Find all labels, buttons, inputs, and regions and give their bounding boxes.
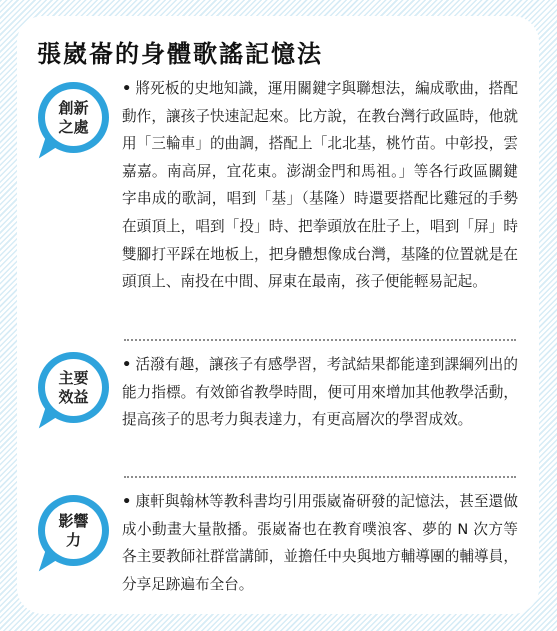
bullet-icon: • [122,356,132,373]
speech-bubble-innovation [38,82,109,153]
bullet-icon: • [122,80,132,97]
section-text-benefit [122,351,518,434]
section-label-benefit: 主要 效益 [45,359,102,416]
section-body-benefit: 活潑有趣，讓孩子有感學習，考試結果都能達到課綱列出的能力指標。有效節省教學時間，便可用來增加其他教學活動，提高孩子的思考力與表達力，有更高層次的學習成效。 [122,356,518,429]
section-divider [124,339,516,341]
section-label-influence: 影響 力 [45,502,102,559]
bullet-icon: • [122,493,132,510]
section-label-innovation: 創新 之處 [45,89,102,146]
page-title: 張崴崙的身體歌謠記憶法 [37,40,323,68]
speech-bubble-influence [38,495,109,566]
section-divider [124,476,516,478]
section-text-influence [122,488,518,598]
section-body-innovation: 將死板的史地知識，運用關鍵字與聯想法，編成歌曲，搭配動作，讓孩子快速記起來。比方說，在教台灣行政區時，他就用「三輪車」的曲調，搭配上「北北基，桃竹苗。中彰投，雲嘉嘉。南高屏，宜花東。澎湖金門和馬祖。」等各行政區關鍵字串成的歌詞，唱到「基」（基隆）時還要搭配比雞冠的手勢在頭頂上，唱到「投」時、把拳頭放在肚子上，唱到「屏」時雙腳打平踩在地板上，把身體想像成台灣，基隆的位置就是在頭頂上、南投在中間、屏東在最南，孩子便能輕易記起。 [122,80,518,291]
section-body-influence: 康軒與翰林等教科書均引用張崴崙研發的記憶法，甚至還做成小動畫大量散播。張崴崙也在教育噗浪客、夢的 N 次方等各主要教師社群當講師，並擔任中央與地方輔導團的輔導員，分享足跡遍布全台。 [122,493,518,593]
section-text-innovation [122,75,518,296]
speech-bubble-benefit [38,352,109,423]
